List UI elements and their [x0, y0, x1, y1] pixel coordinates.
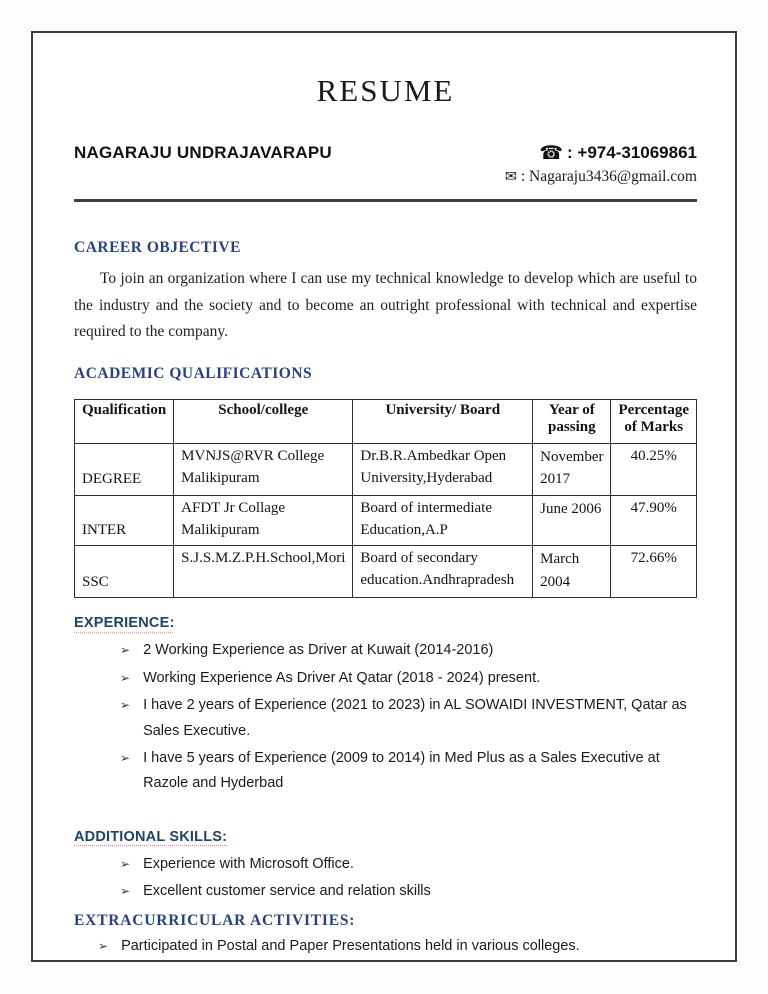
table-row	[75, 495, 697, 546]
list-item	[120, 852, 697, 877]
cell-university: Board of intermediate Education,A.P	[353, 495, 533, 546]
skill-item-text: Experience with Microsoft Office.	[143, 855, 354, 872]
arrow-bullet-icon: ➢	[120, 884, 131, 899]
arrow-bullet-icon: ➢	[120, 698, 131, 713]
list-item	[120, 693, 697, 744]
telephone-icon: ☎	[539, 141, 564, 164]
activity-item-text: Participated in Postal and Paper Presentations held in various colleges.	[121, 938, 580, 955]
arrow-bullet-icon: ➢	[120, 750, 131, 765]
list-item	[120, 638, 697, 663]
cell-university: Dr.B.R.Ambedkar Open University,Hyderabad	[353, 443, 533, 495]
resume-document	[74, 33, 697, 962]
cell-percentage: 72.66%	[611, 546, 697, 598]
experience-item-text: Working Experience As Driver At Qatar (2018 - 2024) present.	[143, 669, 541, 686]
additional-skills-heading: ADDITIONAL SKILLS:	[74, 828, 228, 845]
arrow-bullet-icon: ➢	[120, 856, 131, 871]
experience-item-text: I have 5 years of Experience (2009 to 2014) in Med Plus as a Sales Executive at Razole and Hyderbad	[143, 749, 660, 792]
phone-number: : +974-31069861	[567, 143, 697, 162]
page-title: RESUME	[316, 73, 455, 108]
cell-year: November 2017	[533, 443, 611, 495]
cell-university: Board of secondary education.Andhrapradesh	[353, 546, 533, 598]
contact-header	[74, 143, 697, 163]
experience-item-text: 2 Working Experience as Driver at Kuwait (2014-2016)	[143, 642, 494, 659]
table-row	[75, 443, 697, 495]
table-row	[75, 546, 697, 598]
table-header-row	[75, 399, 697, 443]
extracurricular-list	[74, 934, 697, 959]
cell-percentage: 40.25%	[611, 443, 697, 495]
cell-school: MVNJS@RVR College Malikipuram	[174, 443, 353, 495]
list-item	[98, 934, 697, 959]
experience-heading: EXPERIENCE:	[74, 615, 175, 632]
col-header-year: Year of passing	[533, 399, 611, 443]
arrow-bullet-icon: ➢	[120, 670, 131, 685]
cell-qualification: SSC	[75, 546, 174, 598]
experience-item-text: I have 2 years of Experience (2021 to 2023) in AL SOWAIDI INVESTMENT, Qatar as Sales Executive.	[143, 697, 687, 739]
cell-qualification: DEGREE	[75, 443, 174, 495]
cell-school: S.J.S.M.Z.P.H.School,Mori	[174, 546, 353, 598]
col-header-qualification: Qualification	[75, 399, 174, 443]
extracurricular-heading: EXTRACURRICULAR ACTIVITIES:	[74, 912, 356, 930]
additional-skills-list	[74, 852, 697, 905]
list-item	[120, 879, 697, 904]
cell-qualification: INTER	[75, 495, 174, 546]
cell-year: June 2006	[533, 495, 611, 546]
col-header-school: School/college	[174, 399, 353, 443]
header-rule	[74, 199, 697, 202]
arrow-bullet-icon: ➢	[98, 939, 109, 954]
cell-year: March 2004	[533, 546, 611, 598]
experience-list	[74, 638, 697, 796]
col-header-percentage: Percentage of Marks	[611, 399, 697, 443]
list-item	[120, 666, 697, 691]
col-header-university: University/ Board	[353, 399, 533, 443]
arrow-bullet-icon: ➢	[120, 643, 131, 658]
candidate-name: NAGARAJU UNDRAJAVARAPU	[74, 143, 332, 162]
email-line	[74, 168, 697, 186]
cell-percentage: 47.90%	[611, 495, 697, 546]
envelope-icon: ✉	[504, 169, 517, 185]
phone-line	[539, 143, 697, 163]
cell-school: AFDT Jr Collage Malikipuram	[174, 495, 353, 546]
academic-qualifications-heading: ACADEMIC QUALIFICATIONS	[74, 364, 313, 382]
page-border	[31, 31, 737, 962]
qualifications-table	[74, 399, 697, 599]
list-item	[120, 746, 697, 797]
skill-item-text: Excellent customer service and relation skills	[143, 883, 431, 900]
career-objective-heading: CAREER OBJECTIVE	[74, 239, 241, 256]
email-address: : Nagaraju3436@gmail.com	[520, 168, 697, 185]
career-objective-text: To join an organization where I can use my technical knowledge to develop which are useful to the industry and the society and to become an outright professional with technical and expertise required to the company.	[74, 270, 697, 341]
